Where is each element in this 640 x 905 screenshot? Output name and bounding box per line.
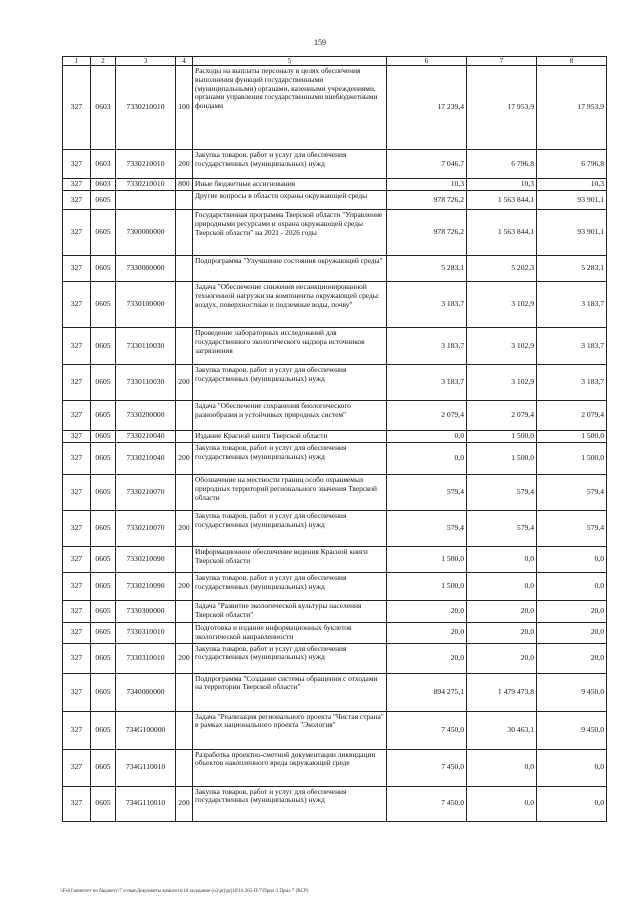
description-cell: Задача "Реализация регионального проекта "Чистая страна" в рамках национального проекта "Экология" xyxy=(193,711,387,749)
target-article-cell: 7330210040 xyxy=(116,443,176,475)
admin-code-cell: 327 xyxy=(63,475,91,511)
amount-year1-cell: 7 450,0 xyxy=(387,711,467,749)
admin-code-cell: 327 xyxy=(63,547,91,573)
table-row xyxy=(63,401,607,431)
amount-year3-cell: 20,0 xyxy=(537,643,607,673)
amount-year2-cell: 10,3 xyxy=(467,179,537,191)
target-article-cell: 7330200000 xyxy=(116,401,176,431)
expense-type-cell: 800 xyxy=(176,179,193,191)
amount-year3-cell: 9 450,0 xyxy=(537,673,607,711)
description-cell: Подготовка и издание информационных буклетов экологической направленности xyxy=(193,623,387,643)
amount-year3-cell: 10,3 xyxy=(537,179,607,191)
table-row xyxy=(63,643,607,673)
section-code-cell: 0605 xyxy=(91,573,116,601)
amount-year2-cell: 3 102,9 xyxy=(467,365,537,401)
section-code-cell: 0605 xyxy=(91,282,116,328)
amount-year1-cell: 579,4 xyxy=(387,511,467,547)
table-row xyxy=(63,475,607,511)
amount-year3-cell: 17 953,9 xyxy=(537,66,607,150)
expense-type-cell xyxy=(176,431,193,443)
expense-type-cell: 200 xyxy=(176,511,193,547)
table-row xyxy=(63,365,607,401)
section-code-cell: 0603 xyxy=(91,150,116,179)
amount-year1-cell: 1 500,0 xyxy=(387,573,467,601)
amount-year2-cell: 30 463,1 xyxy=(467,711,537,749)
amount-year2-cell: 20,0 xyxy=(467,623,537,643)
section-code-cell: 0605 xyxy=(91,547,116,573)
amount-year1-cell: 20,0 xyxy=(387,623,467,643)
table-row xyxy=(63,623,607,643)
amount-year2-cell: 579,4 xyxy=(467,511,537,547)
description-cell: Разработка проектно-сметной документации ликвидации объектов накопленного вреда окружающей среде xyxy=(193,749,387,786)
description-cell: Расходы на выплаты персоналу в целях обеспечения выполнения функций государственными (муниципальными) органами, казенными учреждениями, органами управления государственными внебюджетными фондами xyxy=(193,66,387,150)
table-row xyxy=(63,179,607,191)
expense-type-cell xyxy=(176,256,193,282)
expense-type-cell xyxy=(176,191,193,210)
amount-year1-cell: 3 183,7 xyxy=(387,328,467,365)
table-row xyxy=(63,256,607,282)
table-row xyxy=(63,601,607,623)
amount-year2-cell: 1 563 844,1 xyxy=(467,210,537,256)
amount-year2-cell: 3 102,9 xyxy=(467,282,537,328)
column-header: 3 xyxy=(116,57,176,66)
admin-code-cell: 327 xyxy=(63,601,91,623)
expense-type-cell: 200 xyxy=(176,443,193,475)
amount-year3-cell: 0,0 xyxy=(537,749,607,786)
amount-year3-cell: 5 283,1 xyxy=(537,256,607,282)
amount-year1-cell: 5 283,1 xyxy=(387,256,467,282)
amount-year1-cell: 978 726,2 xyxy=(387,210,467,256)
description-cell: Закупка товаров, работ и услуг для обеспечения государственных (муниципальных) нужд xyxy=(193,365,387,401)
description-cell: Подпрограмма "Улучшение состояния окружающей среды" xyxy=(193,256,387,282)
expense-type-cell: 200 xyxy=(176,786,193,821)
description-cell: Закупка товаров, работ и услуг для обеспечения государственных (муниципальных) нужд xyxy=(193,150,387,179)
table-row xyxy=(63,573,607,601)
target-article-cell: 7300000000 xyxy=(116,210,176,256)
admin-code-cell: 327 xyxy=(63,401,91,431)
table-row xyxy=(63,786,607,821)
expense-type-cell xyxy=(176,749,193,786)
amount-year2-cell: 1 563 844,1 xyxy=(467,191,537,210)
expense-type-cell xyxy=(176,673,193,711)
column-header: 2 xyxy=(91,57,116,66)
target-article-cell: 7330300000 xyxy=(116,601,176,623)
amount-year2-cell: 5 202,3 xyxy=(467,256,537,282)
column-header: 8 xyxy=(537,57,607,66)
description-cell: Издание Красной книги Тверской области xyxy=(193,431,387,443)
target-article-cell xyxy=(116,191,176,210)
column-header: 4 xyxy=(176,57,193,66)
description-cell: Проведение лабораторных исследований для государственного экологического надзора источников загрязнения xyxy=(193,328,387,365)
amount-year2-cell: 1 500,0 xyxy=(467,443,537,475)
admin-code-cell: 327 xyxy=(63,282,91,328)
amount-year3-cell: 93 901,1 xyxy=(537,191,607,210)
amount-year2-cell: 1 500,0 xyxy=(467,431,537,443)
section-code-cell: 0605 xyxy=(91,711,116,749)
expense-type-cell xyxy=(176,328,193,365)
admin-code-cell: 327 xyxy=(63,573,91,601)
page-number: 159 xyxy=(314,38,326,47)
admin-code-cell: 327 xyxy=(63,643,91,673)
amount-year2-cell: 20,0 xyxy=(467,601,537,623)
expense-type-cell: 200 xyxy=(176,573,193,601)
expense-type-cell: 100 xyxy=(176,66,193,150)
description-cell: Закупка товаров, работ и услуг для обеспечения государственных (муниципальных) нужд xyxy=(193,443,387,475)
description-cell: Иные бюджетные ассигнования xyxy=(193,179,387,191)
target-article-cell: 7340000000 xyxy=(116,673,176,711)
target-article-cell: 7330210010 xyxy=(116,150,176,179)
target-article-cell: 7330210040 xyxy=(116,431,176,443)
description-cell: Информационное обеспечение ведения Красной книги Тверской области xyxy=(193,547,387,573)
admin-code-cell: 327 xyxy=(63,179,91,191)
amount-year2-cell: 1 479 473,8 xyxy=(467,673,537,711)
description-cell: Закупка товаров, работ и услуг для обеспечения государственных (муниципальных) нужд xyxy=(193,786,387,821)
amount-year2-cell: 20,0 xyxy=(467,643,537,673)
table-row xyxy=(63,66,607,150)
section-code-cell: 0605 xyxy=(91,328,116,365)
amount-year1-cell: 0,0 xyxy=(387,431,467,443)
target-article-cell: 7330210010 xyxy=(116,179,176,191)
column-header: 5 xyxy=(193,57,387,66)
amount-year1-cell: 2 079,4 xyxy=(387,401,467,431)
target-article-cell: 7330210010 xyxy=(116,66,176,150)
amount-year1-cell: 579,4 xyxy=(387,475,467,511)
section-code-cell: 0605 xyxy=(91,401,116,431)
expense-type-cell: 200 xyxy=(176,365,193,401)
column-header: 7 xyxy=(467,57,537,66)
expense-type-cell xyxy=(176,401,193,431)
target-article-cell: 7330210090 xyxy=(116,573,176,601)
description-cell: Закупка товаров, работ и услуг для обеспечения государственных (муниципальных) нужд xyxy=(193,511,387,547)
expense-type-cell: 200 xyxy=(176,643,193,673)
expense-type-cell xyxy=(176,711,193,749)
expense-type-cell xyxy=(176,282,193,328)
amount-year2-cell: 3 102,9 xyxy=(467,328,537,365)
description-cell: Подпрограмма "Создание системы обращения с отходами на территории Тверской области" xyxy=(193,673,387,711)
amount-year3-cell: 3 183,7 xyxy=(537,365,607,401)
amount-year2-cell: 0,0 xyxy=(467,786,537,821)
table-row xyxy=(63,711,607,749)
column-header-row xyxy=(63,57,607,66)
amount-year3-cell: 6 796,8 xyxy=(537,150,607,179)
amount-year1-cell: 20,0 xyxy=(387,601,467,623)
section-code-cell: 0605 xyxy=(91,601,116,623)
table-row xyxy=(63,443,607,475)
amount-year2-cell: 17 953,9 xyxy=(467,66,537,150)
amount-year2-cell: 0,0 xyxy=(467,749,537,786)
expense-type-cell xyxy=(176,210,193,256)
admin-code-cell: 327 xyxy=(63,623,91,643)
amount-year3-cell: 0,0 xyxy=(537,547,607,573)
amount-year3-cell: 579,4 xyxy=(537,511,607,547)
target-article-cell: 7330310010 xyxy=(116,623,176,643)
section-code-cell: 0605 xyxy=(91,475,116,511)
section-code-cell: 0605 xyxy=(91,673,116,711)
amount-year2-cell: 579,4 xyxy=(467,475,537,511)
amount-year1-cell: 17 239,4 xyxy=(387,66,467,150)
description-cell: Задача "Обеспечение сохранения биологического разнообразия и устойчивых природных систем" xyxy=(193,401,387,431)
section-code-cell: 0605 xyxy=(91,256,116,282)
amount-year3-cell: 0,0 xyxy=(537,786,607,821)
section-code-cell: 0605 xyxy=(91,786,116,821)
amount-year3-cell: 0,0 xyxy=(537,573,607,601)
amount-year1-cell: 894 275,1 xyxy=(387,673,467,711)
admin-code-cell: 327 xyxy=(63,150,91,179)
amount-year2-cell: 0,0 xyxy=(467,573,537,601)
admin-code-cell: 327 xyxy=(63,749,91,786)
amount-year3-cell: 1 500,0 xyxy=(537,443,607,475)
amount-year1-cell: 7 450,0 xyxy=(387,749,467,786)
amount-year1-cell: 7 450,0 xyxy=(387,786,467,821)
description-cell: Задача "Обеспечение снижения несанкционированной техногенной нагрузки на компоненты окружающей среды: воздух, поверхностные и подземные воды, почву" xyxy=(193,282,387,328)
admin-code-cell: 327 xyxy=(63,511,91,547)
admin-code-cell: 327 xyxy=(63,191,91,210)
amount-year3-cell: 20,0 xyxy=(537,623,607,643)
column-header: 6 xyxy=(387,57,467,66)
admin-code-cell: 327 xyxy=(63,673,91,711)
table-row xyxy=(63,328,607,365)
table-row xyxy=(63,191,607,210)
description-cell: Закупка товаров, работ и услуг для обеспечения государственных (муниципальных) нужд xyxy=(193,573,387,601)
amount-year3-cell: 9 450,0 xyxy=(537,711,607,749)
amount-year1-cell: 10,3 xyxy=(387,179,467,191)
target-article-cell: 7330210070 xyxy=(116,475,176,511)
section-code-cell: 0605 xyxy=(91,643,116,673)
target-article-cell: 734G110010 xyxy=(116,749,176,786)
target-article-cell: 7330210070 xyxy=(116,511,176,547)
admin-code-cell: 327 xyxy=(63,210,91,256)
budget-table xyxy=(62,56,607,822)
amount-year2-cell: 2 079,4 xyxy=(467,401,537,431)
section-code-cell: 0605 xyxy=(91,431,116,443)
amount-year1-cell: 3 183,7 xyxy=(387,282,467,328)
target-article-cell: 734G100000 xyxy=(116,711,176,749)
amount-year3-cell: 3 183,7 xyxy=(537,328,607,365)
amount-year3-cell: 1 500,0 xyxy=(537,431,607,443)
amount-year3-cell: 579,4 xyxy=(537,475,607,511)
table-row xyxy=(63,150,607,179)
amount-year1-cell: 1 500,0 xyxy=(387,547,467,573)
target-article-cell: 7330110030 xyxy=(116,365,176,401)
expense-type-cell xyxy=(176,475,193,511)
admin-code-cell: 327 xyxy=(63,711,91,749)
section-code-cell: 0605 xyxy=(91,365,116,401)
amount-year2-cell: 6 796,8 xyxy=(467,150,537,179)
table-row xyxy=(63,749,607,786)
admin-code-cell: 327 xyxy=(63,66,91,150)
admin-code-cell: 327 xyxy=(63,443,91,475)
target-article-cell: 7330100000 xyxy=(116,282,176,328)
file-path-footer: \\Fs01\минотет по бюджету\7 созыв\Документы комитета\16 заседание (n3\prj\prj16\16 265-П-7\Прил 3 Прил 7 (ВСР) xyxy=(60,889,309,894)
section-code-cell: 0605 xyxy=(91,749,116,786)
section-code-cell: 0605 xyxy=(91,191,116,210)
section-code-cell: 0603 xyxy=(91,66,116,150)
amount-year1-cell: 7 046,7 xyxy=(387,150,467,179)
target-article-cell: 7330110030 xyxy=(116,328,176,365)
section-code-cell: 0605 xyxy=(91,210,116,256)
amount-year2-cell: 0,0 xyxy=(467,547,537,573)
target-article-cell: 734G110010 xyxy=(116,786,176,821)
expense-type-cell xyxy=(176,547,193,573)
amount-year3-cell: 2 079,4 xyxy=(537,401,607,431)
admin-code-cell: 327 xyxy=(63,786,91,821)
admin-code-cell: 327 xyxy=(63,256,91,282)
table-row xyxy=(63,673,607,711)
admin-code-cell: 327 xyxy=(63,365,91,401)
description-cell: Задача "Развитие экологической культуры населения Тверской области" xyxy=(193,601,387,623)
section-code-cell: 0605 xyxy=(91,623,116,643)
expense-type-cell xyxy=(176,623,193,643)
section-code-cell: 0605 xyxy=(91,443,116,475)
expense-type-cell xyxy=(176,601,193,623)
table-row xyxy=(63,511,607,547)
description-cell: Обозначение на местности границ особо охраняемых природных территорий регионального значения Тверской области xyxy=(193,475,387,511)
description-cell: Закупка товаров, работ и услуг для обеспечения государственных (муниципальных) нужд xyxy=(193,643,387,673)
table-row xyxy=(63,210,607,256)
amount-year1-cell: 20,0 xyxy=(387,643,467,673)
target-article-cell: 7330310010 xyxy=(116,643,176,673)
amount-year1-cell: 978 726,2 xyxy=(387,191,467,210)
table-row xyxy=(63,547,607,573)
description-cell: Другие вопросы в области охраны окружающей среды xyxy=(193,191,387,210)
amount-year3-cell: 93 901,1 xyxy=(537,210,607,256)
expense-type-cell: 200 xyxy=(176,150,193,179)
section-code-cell: 0603 xyxy=(91,179,116,191)
section-code-cell: 0605 xyxy=(91,511,116,547)
table-row xyxy=(63,431,607,443)
description-cell: Государственная программа Тверской области "Управление природными ресурсами и охрана окружающей среды Тверской области" на 2021 - 2026 годы xyxy=(193,210,387,256)
amount-year3-cell: 20,0 xyxy=(537,601,607,623)
amount-year1-cell: 3 183,7 xyxy=(387,365,467,401)
table-row xyxy=(63,282,607,328)
amount-year1-cell: 0,0 xyxy=(387,443,467,475)
admin-code-cell: 327 xyxy=(63,431,91,443)
target-article-cell: 7330000000 xyxy=(116,256,176,282)
column-header: 1 xyxy=(63,57,91,66)
admin-code-cell: 327 xyxy=(63,328,91,365)
amount-year3-cell: 3 183,7 xyxy=(537,282,607,328)
target-article-cell: 7330210090 xyxy=(116,547,176,573)
